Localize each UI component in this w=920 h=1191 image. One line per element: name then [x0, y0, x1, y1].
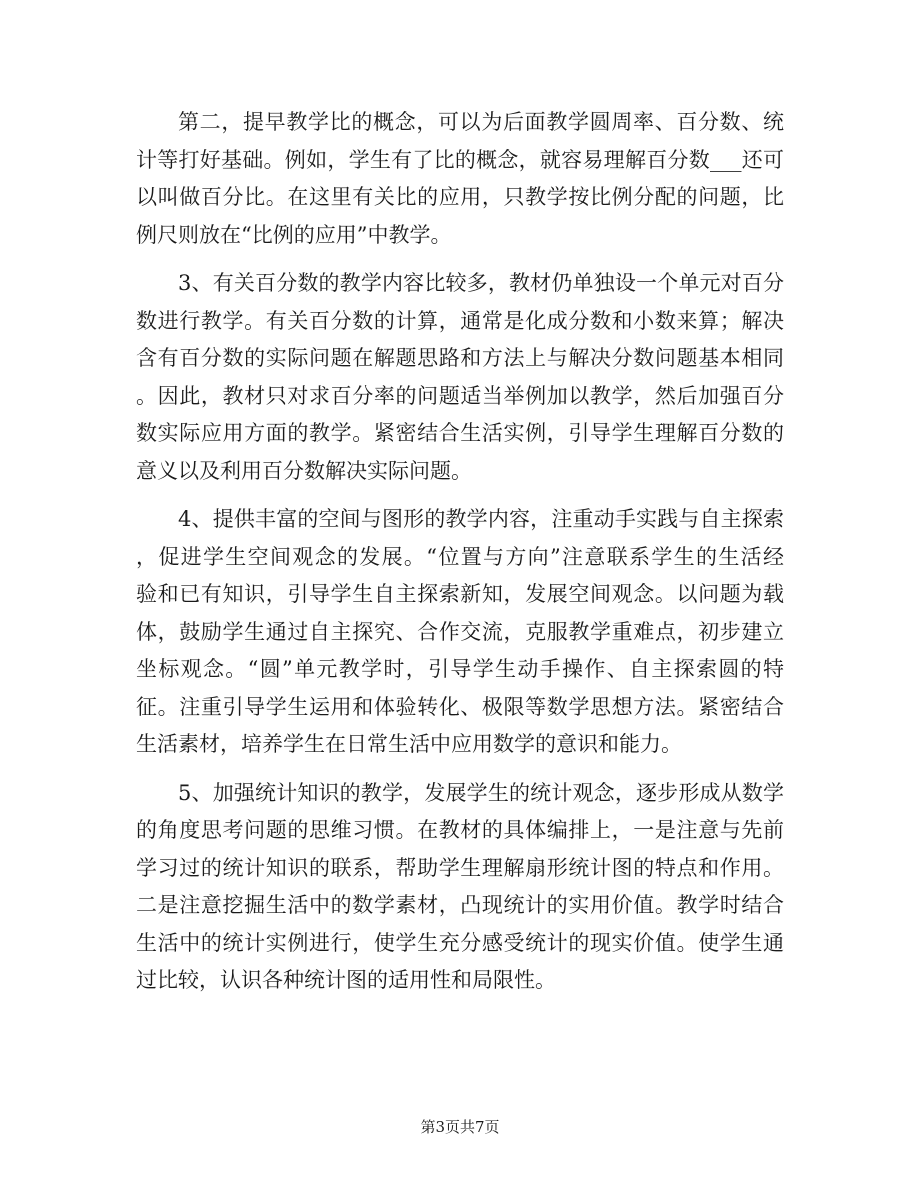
text-line: 过比较，认识各种统计图的适用性和局限性。: [136, 968, 556, 992]
text-line: 学习过的统计知识的联系，帮助学生理解扇形统计图的特点和作用。: [136, 855, 784, 880]
text-line: 生活素材，培养学生在日常生活中应用数学的意识和能力。: [136, 732, 682, 756]
text-line: ，促进学生空间观念的发展。“位置与方向”注意联系学生的生活经: [136, 544, 784, 569]
text-line: 3、有关百分数的教学内容比较多，教材仍单独设一个单元对百分: [178, 271, 784, 295]
text-line: 数实际应用方面的教学。紧密结合生活实例，引导学生理解百分数的: [136, 421, 784, 445]
text-line: 二是注意挖掘生活中的数学素材，凸现统计的实用价值。教学时结合: [136, 893, 784, 917]
text-line: 验和已有知识，引导学生自主探索新知，发展空间观念。以问题为载: [136, 582, 784, 606]
text-line: 5、加强统计知识的教学，发展学生的统计观念，逐步形成从数学: [178, 780, 784, 805]
text-line: 坐标观念。“圆”单元教学时，引导学生动手操作、自主探索圆的特: [136, 657, 784, 681]
text-line: 数进行教学。有关百分数的计算，通常是化成分数和小数来算；解决: [136, 308, 784, 333]
paragraph-percentage: [136, 265, 784, 490]
text-line: 含有百分数的实际问题在解题思路和方法上与解决分数问题基本相同: [136, 346, 784, 370]
text-line: 例尺则放在“比例的应用”中教学。: [136, 222, 452, 247]
text-line: 征。注重引导学生运用和体验转化、极限等数学思想方法。紧密结合: [136, 694, 784, 719]
paragraph-statistics: [136, 775, 784, 1000]
text-line: 意义以及利用百分数解决实际问题。: [136, 458, 472, 483]
page-number-footer: 第3页共7页: [420, 1118, 500, 1136]
text-line: 。因此，教材只对求百分率的问题适当举例加以教学，然后加强百分: [136, 383, 784, 408]
text-line: 以叫做百分比。在这里有关比的应用，只教学按比例分配的问题，比: [136, 185, 784, 209]
document-body: [136, 104, 784, 1011]
text-line: 计等打好基础。例如，学生有了比的概念，就容易理解百分数___还可: [136, 147, 784, 172]
text-line: 4、提供丰富的空间与图形的教学内容，注重动手实践与自主探索: [178, 507, 784, 531]
text-line: 的角度思考问题的思维习惯。在教材的具体编排上，一是注意与先前: [136, 818, 784, 842]
text-line: 第二，提早教学比的概念，可以为后面教学圆周率、百分数、统: [178, 110, 784, 134]
paragraph-ratio-concept: [136, 104, 784, 254]
text-line: 体，鼓励学生通过自主探究、合作交流，克服教学重难点，初步建立: [136, 619, 784, 644]
text-line: 生活中的统计实例进行，使学生充分感受统计的现实价值。使学生通: [136, 930, 784, 955]
paragraph-space-and-shape: [136, 501, 784, 764]
